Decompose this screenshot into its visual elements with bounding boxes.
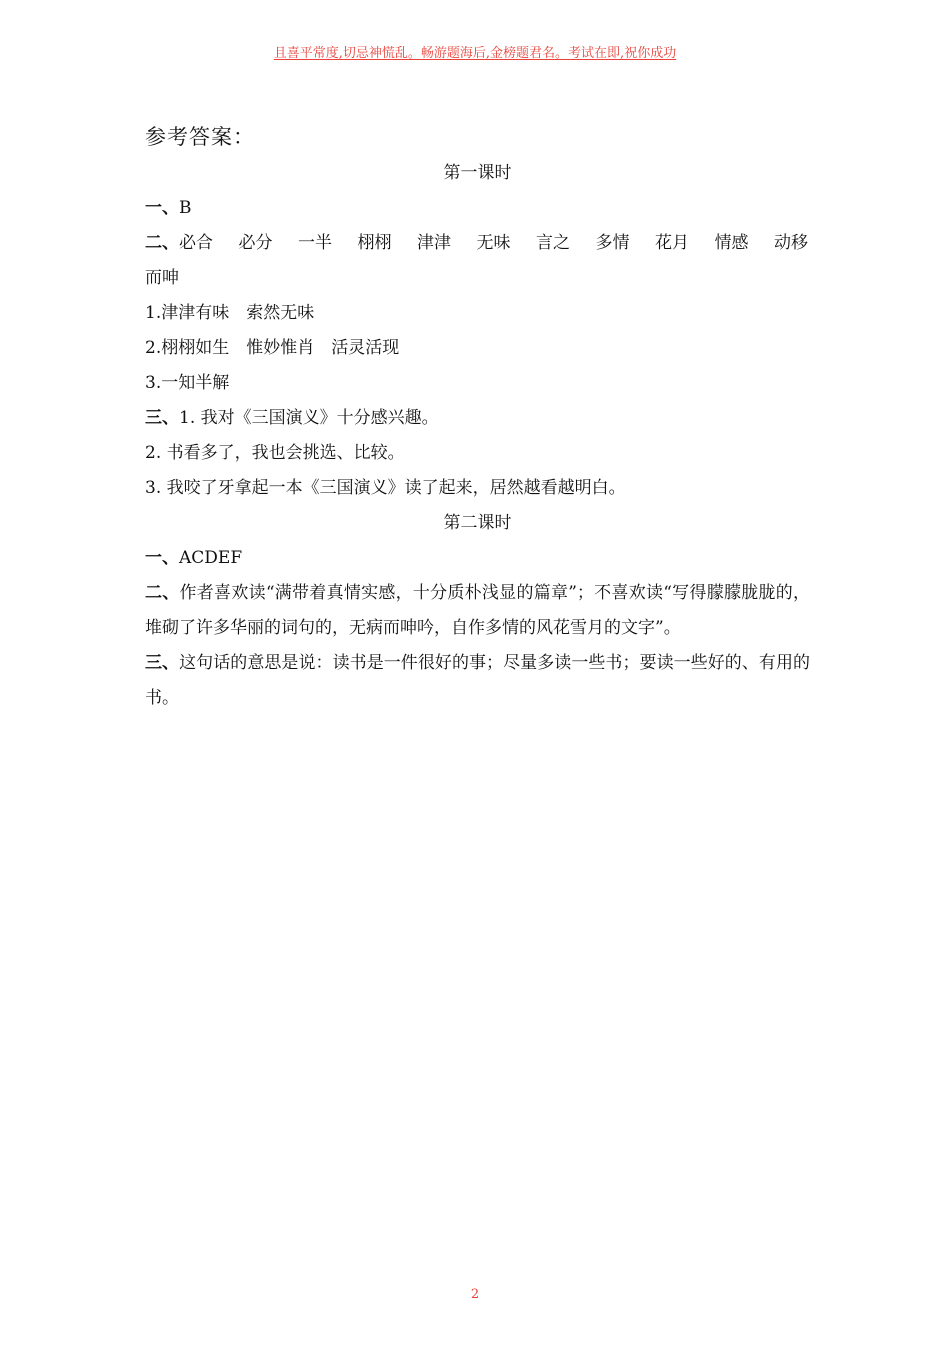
lesson-2-heading: 第二课时: [443, 513, 512, 533]
lesson-1-q2-word: 无味: [476, 233, 511, 253]
lesson-1-q2-number: 二、: [145, 233, 179, 253]
lesson-1-answer-1: 1.津津有味 索然无味: [145, 303, 315, 323]
lesson-2-q1: [145, 541, 810, 576]
lesson-1-q2-word: 必合: [179, 233, 213, 253]
lesson-1-q2-word: 栩栩: [357, 233, 392, 253]
lesson-1-q2-word: 花月: [655, 233, 689, 253]
lesson-1-q2-wrap: 而呻: [145, 268, 179, 288]
lesson-1-q2-word: 一半: [298, 233, 332, 253]
page-number: 2: [470, 1287, 480, 1302]
answer-document: [145, 120, 810, 716]
lesson-2-q2: [145, 576, 810, 646]
lesson-2-q2-answer: 作者喜欢读“满带着真情实感，十分质朴浅显的篇章”；不喜欢读“写得朦朦胧胧的，堆砌了许多华丽的词句的，无病而呻吟，自作多情的风花雪月的文字”。: [145, 583, 811, 638]
lesson-1-answer-2: 2.栩栩如生 惟妙惟肖 活灵活现: [145, 338, 400, 358]
document-title: 参考答案：: [145, 125, 255, 149]
lesson-1-q2-word: 动移: [774, 233, 808, 253]
lesson-1-q2-word: 多情: [595, 233, 630, 253]
lesson-1-q2-word: 言之: [536, 233, 570, 253]
lesson-1-answer-3: 3.一知半解: [145, 373, 230, 393]
lesson-1-q3-item-2: 2. 书看多了，我也会挑选、比较。: [145, 443, 405, 463]
lesson-1-q3-item-3: 3. 我咬了牙拿起一本《三国演义》读了起来，居然越看越明白。: [145, 478, 626, 498]
lesson-1-q1: [145, 191, 810, 226]
lesson-2-q1-answer: ACDEF: [179, 548, 243, 568]
lesson-2-q3: [145, 646, 810, 716]
lesson-1-q3: [145, 401, 810, 436]
header-banner: 且喜平常度,切忌神慌乱。畅游题海后,金榜题君名。考试在即,祝你成功: [273, 46, 677, 61]
lesson-1-q2-word: 必分: [238, 233, 273, 253]
lesson-1-q2-words: [145, 226, 808, 261]
lesson-2-q1-number: 一、: [145, 548, 179, 568]
lesson-1-q3-item-1: 1. 我对《三国演义》十分感兴趣。: [179, 408, 439, 428]
lesson-1-q3-number: 三、: [145, 408, 179, 428]
lesson-2-q3-number: 三、: [145, 653, 180, 673]
lesson-2-q3-answer: 这句话的意思是说：读书是一件很好的事；尽量多读一些书；要读一些好的、有用的书。: [145, 653, 811, 708]
lesson-1-q1-number: 一、: [145, 198, 179, 218]
lesson-1-q1-answer: B: [179, 198, 192, 218]
lesson-1-q2-word: 情感: [714, 233, 749, 253]
lesson-1-heading: 第一课时: [443, 163, 512, 183]
lesson-2-q2-number: 二、: [145, 583, 180, 603]
lesson-1-q2-word: 津津: [417, 233, 451, 253]
